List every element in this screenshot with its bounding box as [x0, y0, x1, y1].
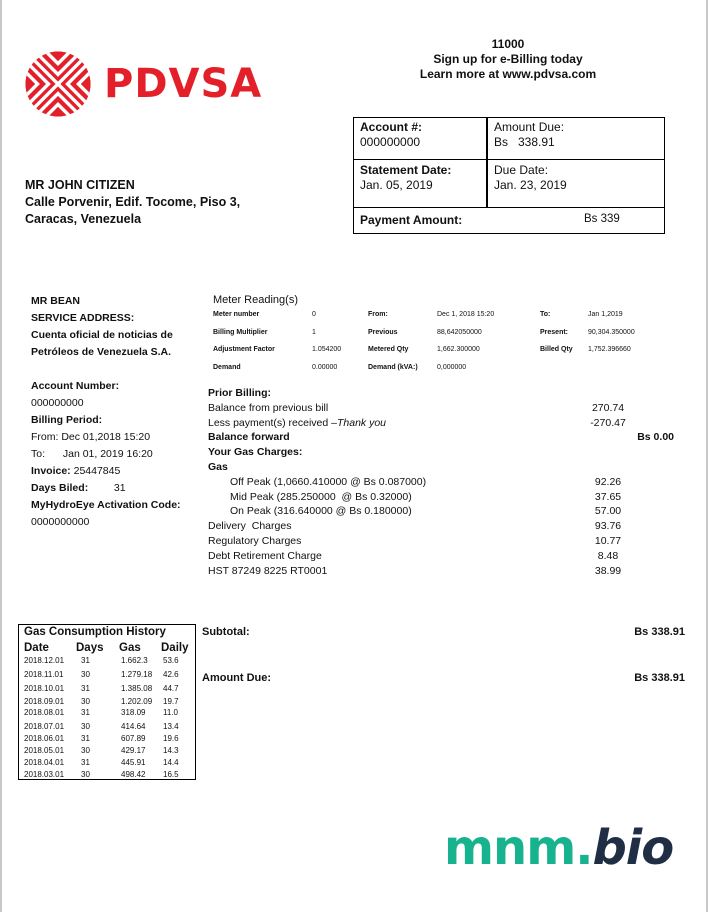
watermark-part: bio — [592, 820, 674, 876]
meter-label: Demand (kVA:) — [368, 363, 418, 371]
meter-label: Billed Qty — [540, 346, 573, 353]
history-row — [24, 656, 194, 668]
history-row — [24, 684, 194, 696]
history-cell: 31 — [81, 684, 90, 693]
history-cell: 2018.07.01 — [24, 722, 65, 731]
history-cell: 318.09 — [121, 708, 146, 717]
days-billed-line — [31, 480, 181, 497]
invoice-line — [31, 463, 181, 480]
meter-value: 0,000000 — [437, 363, 467, 371]
history-cell: 2018.08.01 — [24, 708, 65, 717]
history-cell: 445.91 — [121, 758, 146, 767]
history-row — [24, 746, 194, 758]
balance-prev-label: Balance from previous bill — [208, 401, 329, 414]
history-cell: 498.42 — [121, 770, 146, 779]
amount-due-value: Bs 338.91 — [494, 135, 555, 149]
promo-link: Learn more at www.pdvsa.com — [419, 67, 597, 81]
charge-value: 57.00 — [594, 505, 622, 518]
history-cell: 11.0 — [163, 708, 178, 717]
meter-value: 1.054200 — [312, 346, 342, 353]
gas-consumption-history-table — [18, 624, 196, 780]
address-line: Calle Porvenir, Edif. Tocome, Piso 3, — [25, 195, 241, 209]
balance-forward-value: Bs 0.00 — [637, 431, 674, 444]
history-cell: 19.7 — [163, 697, 179, 706]
charge-label: Off Peak (1,0660.410000 @ Bs 0.087000) — [230, 475, 427, 488]
history-cell: 607.89 — [121, 734, 146, 743]
charge-line — [208, 475, 678, 490]
history-cell: 2018.05.01 — [24, 746, 65, 755]
history-cell: 1.202.09 — [121, 697, 153, 706]
charge-line — [208, 401, 678, 416]
account-summary-box — [353, 117, 665, 234]
history-row — [24, 722, 194, 734]
balance-forward-label: Balance forward — [208, 431, 290, 444]
history-cell: 30 — [81, 770, 90, 779]
history-header: Days — [76, 642, 104, 654]
meter-label: Previous — [368, 328, 398, 336]
history-row — [24, 697, 194, 709]
from-label: From: — [31, 431, 59, 443]
meter-value: 1 — [312, 328, 316, 336]
history-cell: 2018.06.01 — [24, 734, 65, 743]
account-value: 000000000 — [360, 135, 421, 149]
billing-period-label: Billing Period: — [31, 414, 103, 426]
service-customer: MR BEAN — [31, 295, 80, 307]
history-cell: 2018.10.01 — [24, 684, 65, 693]
history-header: Daily — [161, 642, 189, 654]
prior-billing-label: Prior Billing: — [208, 387, 271, 399]
mailing-address — [25, 177, 240, 228]
amount-due-total-label: Amount Due: — [202, 672, 272, 684]
to-label: To: — [31, 448, 46, 460]
charge-label: Delivery Charges — [208, 520, 292, 533]
history-cell: 30 — [81, 746, 90, 755]
meter-label: From: — [368, 311, 388, 318]
invoice-value: 25447845 — [73, 465, 121, 477]
charge-line — [208, 504, 678, 519]
subtotal-value: Bs 338.91 — [634, 626, 685, 638]
charge-label: HST 87249 8225 RT0001 — [208, 564, 328, 577]
charge-value: 10.77 — [594, 534, 622, 547]
history-cell: 19.6 — [163, 734, 179, 743]
charge-value: 37.65 — [594, 490, 622, 503]
amount-due-label: Amount Due: — [494, 120, 565, 134]
history-cell: 30 — [81, 670, 90, 679]
charge-line — [208, 519, 678, 534]
payment-amount-value: Bs 339 — [584, 213, 620, 225]
billing-period-from — [31, 429, 181, 446]
charge-label: Debt Retirement Charge — [208, 549, 322, 562]
meter-label: Billing Multiplier — [213, 328, 268, 336]
service-address-label: SERVICE ADDRESS: — [31, 312, 135, 324]
history-row — [24, 758, 194, 770]
customer-name: MR JOHN CITIZEN — [25, 178, 135, 192]
service-info — [31, 293, 181, 531]
meter-value: 0.00000 — [312, 363, 338, 371]
meter-label: Demand — [213, 363, 241, 371]
to-value: Jan 01, 2019 16:20 — [62, 448, 153, 460]
promo-block — [408, 37, 608, 82]
invoice-label: Invoice: — [31, 465, 71, 477]
history-cell: 30 — [81, 697, 90, 706]
history-cell: 31 — [81, 758, 90, 767]
summary-row — [354, 160, 664, 208]
charge-line — [208, 534, 678, 549]
days-billed-label: Days Biled: — [31, 482, 89, 494]
gas-charges-label: Your Gas Charges: — [208, 446, 303, 459]
activation-code-label: MyHydroEye Activation Code: — [31, 499, 181, 511]
history-cell: 14.3 — [163, 746, 179, 755]
account-label: Account #: — [360, 120, 423, 134]
payment-value: -270.47 — [590, 416, 626, 429]
history-cell: 2018.03.01 — [24, 770, 65, 779]
promo-code: 11000 — [491, 37, 525, 51]
payment-thanks: Thank you — [336, 416, 387, 429]
meter-label: Adjustment Factor — [213, 346, 275, 353]
statement-date-label: Statement Date: — [360, 163, 452, 177]
page-edge — [0, 0, 2, 912]
charge-line — [208, 416, 678, 431]
charge-label: Regulatory Charges — [208, 534, 302, 547]
activation-code-value: 0000000000 — [31, 516, 90, 528]
meter-label: Present: — [540, 328, 569, 336]
meter-label: Metered Qty — [368, 346, 409, 353]
meter-value: 0 — [312, 311, 316, 318]
history-cell: 414.64 — [121, 722, 146, 731]
due-date-value: Jan. 23, 2019 — [494, 178, 567, 192]
history-row — [24, 770, 194, 782]
charge-value: 8.48 — [597, 549, 619, 562]
history-title: Gas Consumption History — [24, 626, 166, 638]
service-address-line: Petróleos de Venezuela S.A. — [31, 346, 172, 358]
history-cell: 13.4 — [163, 722, 179, 731]
pdvsa-emblem-icon — [24, 50, 92, 118]
account-number-label: Account Number: — [31, 380, 120, 392]
charge-value: 92.26 — [594, 475, 622, 488]
meter-value: Dec 1, 2018 15:20 — [437, 311, 495, 318]
watermark-logo — [444, 820, 673, 876]
history-cell: 2018.12.01 — [24, 656, 65, 665]
payment-label: Less payment(s) received – — [208, 416, 337, 429]
meter-value: 1,752.396660 — [588, 346, 631, 353]
charge-value: 93.76 — [594, 520, 622, 533]
charge-label: On Peak (316.640000 @ Bs 0.180000) — [230, 505, 412, 518]
days-billed-value: 31 — [113, 482, 126, 494]
amount-due-total-value: Bs 338.91 — [634, 672, 685, 684]
charge-line — [208, 430, 678, 445]
charge-line — [208, 564, 678, 579]
summary-row — [354, 208, 664, 233]
history-cell: 53.6 — [163, 656, 179, 665]
meter-readings-title: Meter Reading(s) — [213, 294, 298, 306]
charge-line — [208, 549, 678, 564]
history-cell: 1.385.08 — [121, 684, 153, 693]
summary-row — [354, 118, 664, 160]
history-cell: 44.7 — [163, 684, 179, 693]
history-cell: 30 — [81, 722, 90, 731]
history-cell: 2018.11.01 — [24, 670, 64, 679]
history-header: Gas — [119, 642, 141, 654]
history-cell: 16.5 — [163, 770, 179, 779]
meter-value: Jan 1,2019 — [588, 311, 623, 318]
history-cell: 1.662.3 — [121, 656, 148, 665]
pdvsa-logo — [24, 50, 262, 118]
history-cell: 31 — [81, 734, 90, 743]
from-value: Dec 01,2018 15:20 — [61, 431, 151, 443]
charge-line — [208, 490, 678, 505]
meter-value: 1,662.300000 — [437, 346, 480, 353]
charge-value: 38.99 — [594, 564, 622, 577]
payment-amount-label: Payment Amount: — [360, 213, 463, 227]
address-line: Caracas, Venezuela — [25, 212, 142, 226]
history-header: Date — [24, 642, 49, 654]
logo-text: PDVSA — [104, 61, 263, 107]
charges-section — [208, 386, 678, 578]
history-cell: 2018.09.01 — [24, 697, 65, 706]
history-row — [24, 670, 194, 682]
due-date-label: Due Date: — [494, 163, 549, 177]
meter-label: Meter number — [213, 311, 260, 318]
history-cell: 429.17 — [121, 746, 146, 755]
account-number-value: 000000000 — [31, 397, 84, 409]
history-cell: 1.279.18 — [121, 670, 153, 679]
history-cell: 14.4 — [163, 758, 179, 767]
history-cell: 31 — [81, 656, 90, 665]
meter-label: To: — [540, 311, 551, 318]
service-address-line: Cuenta oficial de noticias de — [31, 329, 173, 341]
meter-value: 88,642050000 — [437, 328, 482, 336]
billing-period-to — [31, 446, 181, 463]
watermark-part: mnm. — [444, 820, 593, 876]
history-cell: 31 — [81, 708, 90, 717]
meter-value: 90,304.350000 — [588, 328, 635, 336]
history-cell: 2018.04.01 — [24, 758, 65, 767]
gas-label: Gas — [208, 460, 228, 473]
charge-label: Mid Peak (285.250000 @ Bs 0.32000) — [230, 490, 412, 503]
history-cell: 42.6 — [163, 670, 179, 679]
promo-line: Sign up for e-Billing today — [433, 52, 583, 66]
balance-prev-value: 270.74 — [591, 401, 625, 414]
subtotal-label: Subtotal: — [202, 626, 250, 638]
history-row — [24, 734, 194, 746]
statement-date-value: Jan. 05, 2019 — [360, 178, 433, 192]
history-row — [24, 708, 194, 720]
